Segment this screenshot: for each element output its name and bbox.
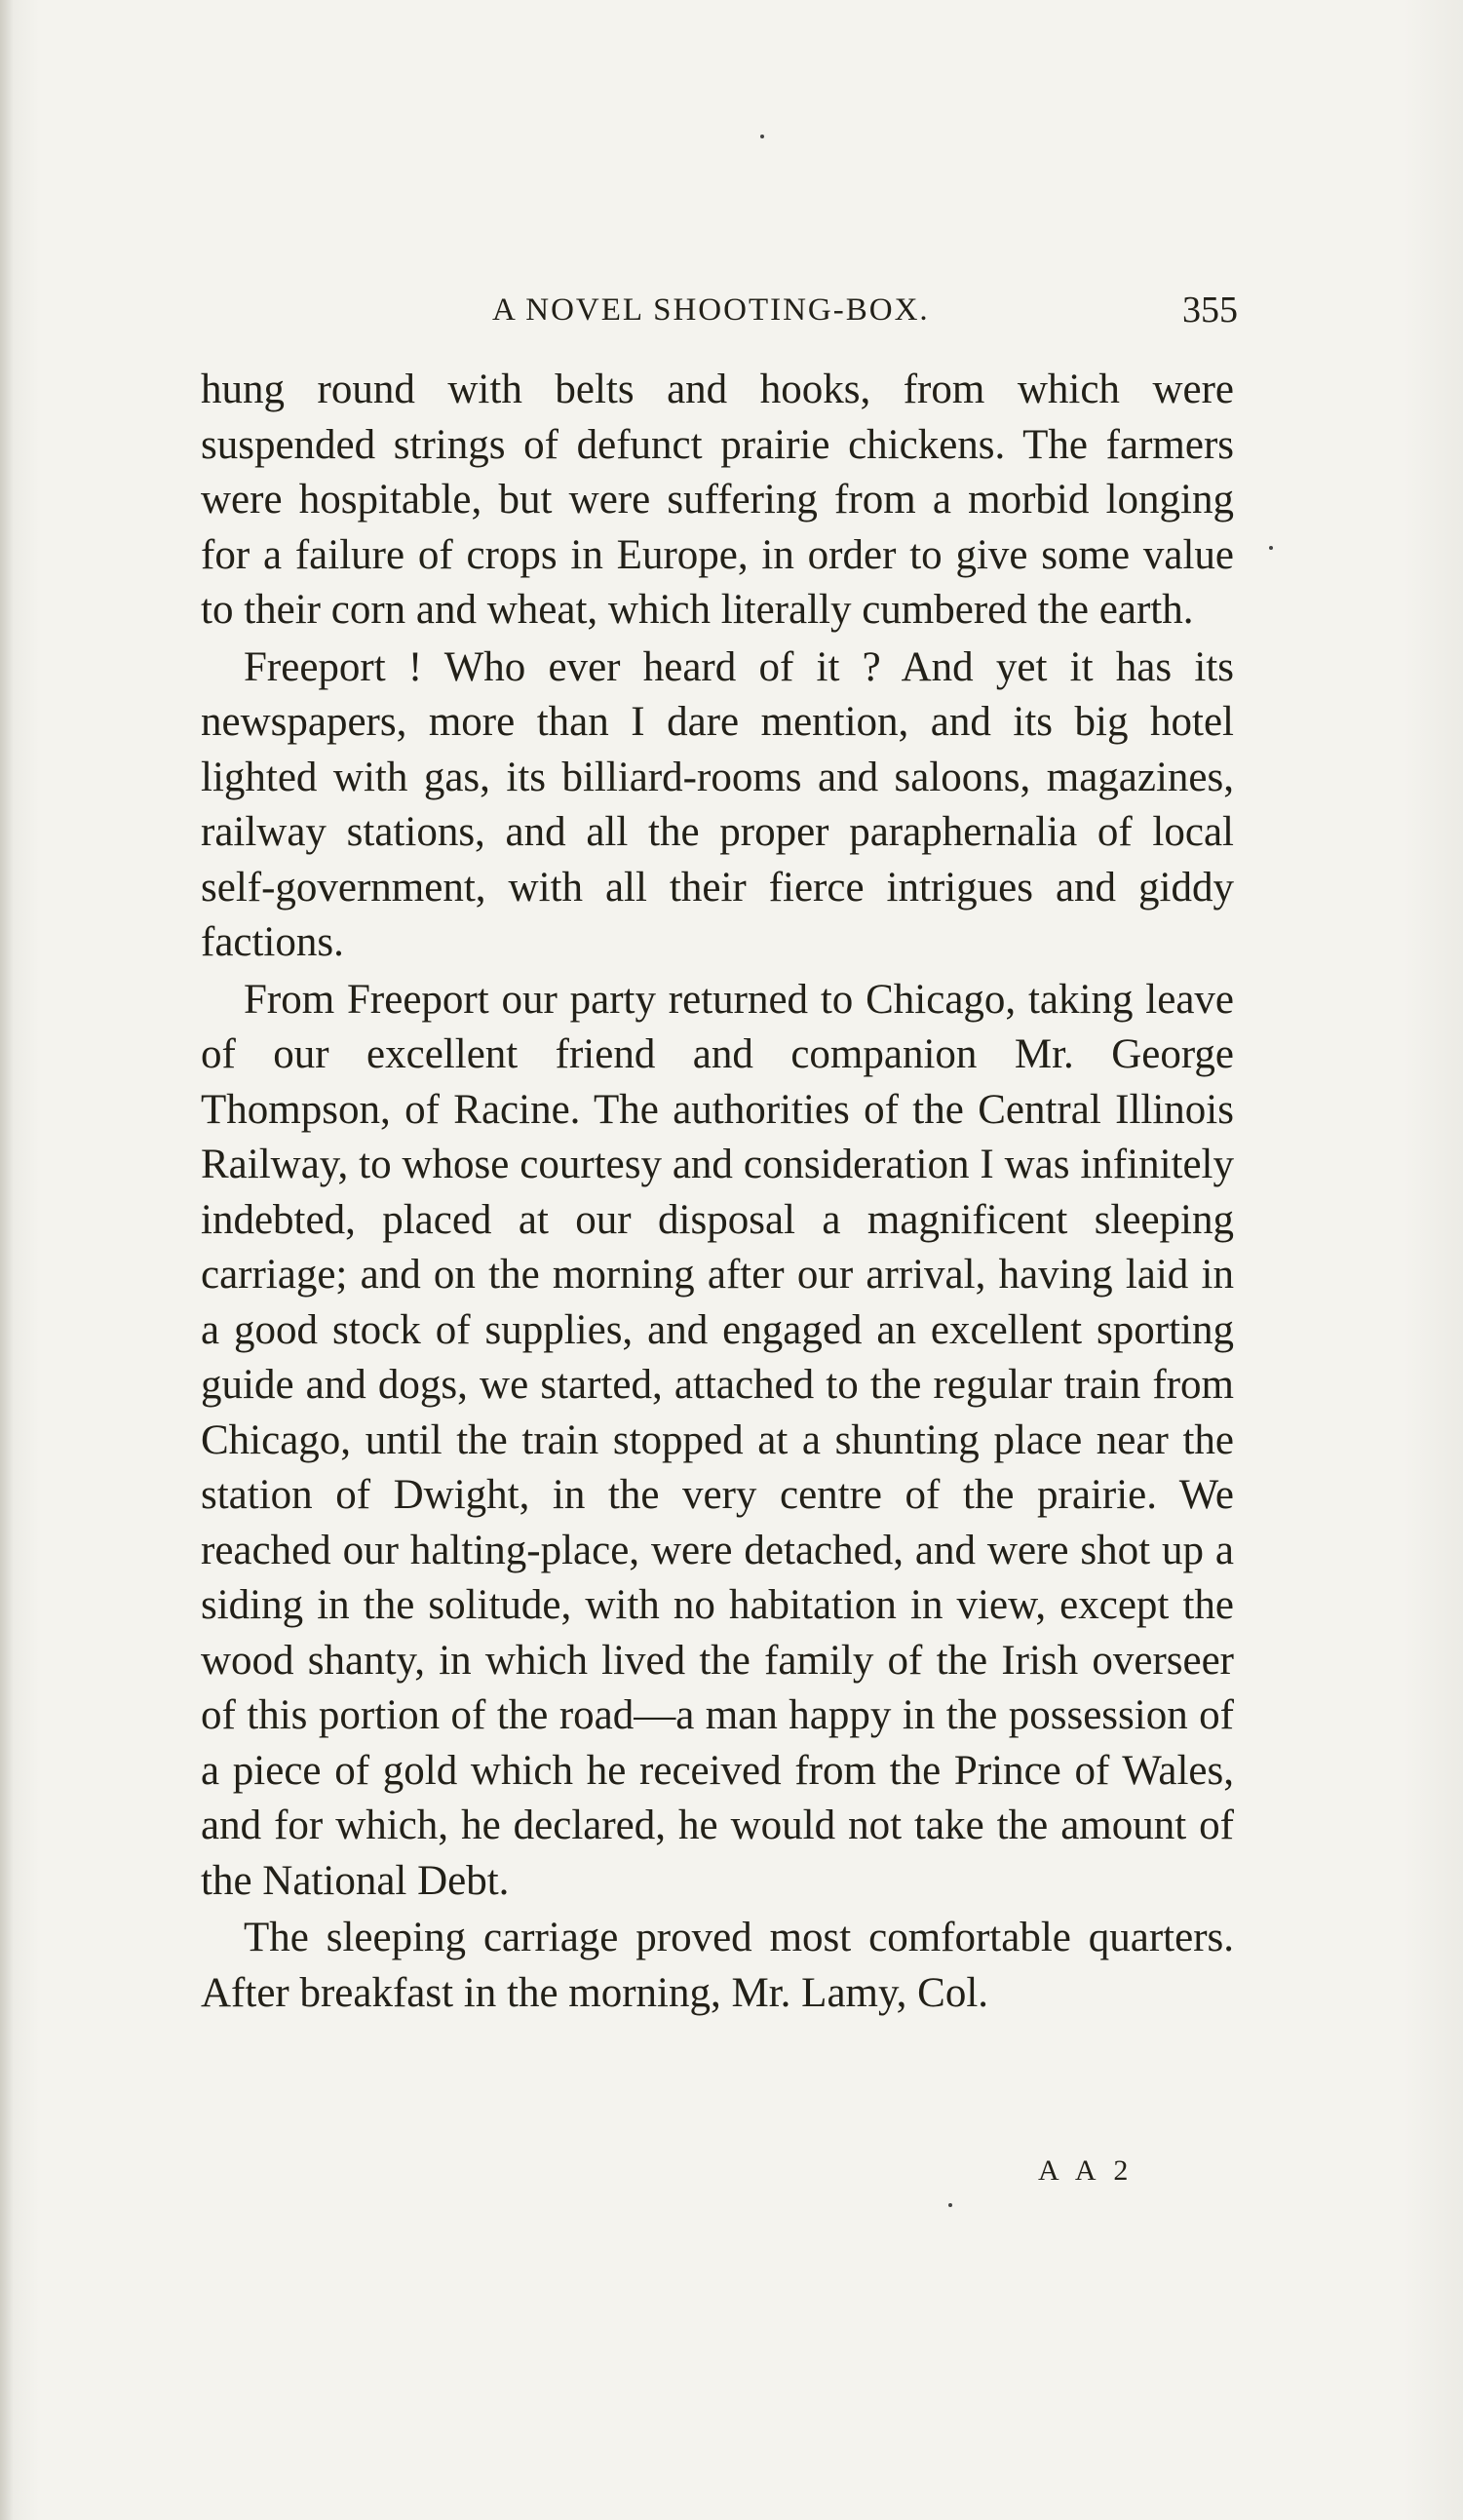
page-gutter-shadow bbox=[0, 0, 14, 2520]
print-speck bbox=[948, 2203, 952, 2207]
print-speck bbox=[760, 135, 764, 138]
running-head: A NOVEL SHOOTING-BOX. bbox=[492, 292, 930, 328]
paragraph-continued: hung round with belts and hooks, from which were suspended strings of defunct prairie chickens. The farmers were hospitable, but were suffering from a morbid longing for a failure of crops in Europe, in order to give some value to their corn and wheat, which literally cumbered the earth. bbox=[201, 367, 1234, 633]
page-number: 355 bbox=[1182, 290, 1238, 330]
print-speck bbox=[1269, 546, 1273, 550]
body-text bbox=[201, 363, 1234, 2021]
signature-mark: A A 2 bbox=[1038, 2154, 1135, 2187]
paragraph-freeport: Freeport ! Who ever heard of it ? And yet it has its newspapers, more than I dare mention, and its big hotel lighted with gas, its billiard-rooms and saloons, magazines, railway stations, and all the proper paraphernalia of local self-government, with all their fierce intrigues and giddy factions. bbox=[201, 643, 1234, 965]
paragraph-chicago: From Freeport our party returned to Chicago, taking leave of our excellent friend and companion Mr. George Thompson, of Racine. The authorities of the Central Illinois Railway, to whose courtesy and consideration I was infinitely indebted, placed at our disposal a magnificent sleeping carriage; and on the morning after our arrival, having laid in a good stock of supplies, and engaged an excellent sporting guide and dogs, we started, attached to the regular train from Chicago, until the train stopped at a shunting place near the station of Dwight, in the very centre of the prairie. We reached our halting-place, were detached, and were shot up a siding in the solitude, with no habitation in view, except the wood shanty, in which lived the family of the Irish overseer of this portion of the road—a man happy in the possession of a piece of gold which he received from the Prince of Wales, and for which, he declared, he would not take the amount of the National Debt. bbox=[201, 976, 1234, 1904]
page-header bbox=[492, 281, 1238, 339]
paragraph-sleeping-carriage: The sleeping carriage proved most comfortable quarters. After breakfast in the morning, Mr. Lamy, Col. bbox=[201, 1915, 1234, 2016]
